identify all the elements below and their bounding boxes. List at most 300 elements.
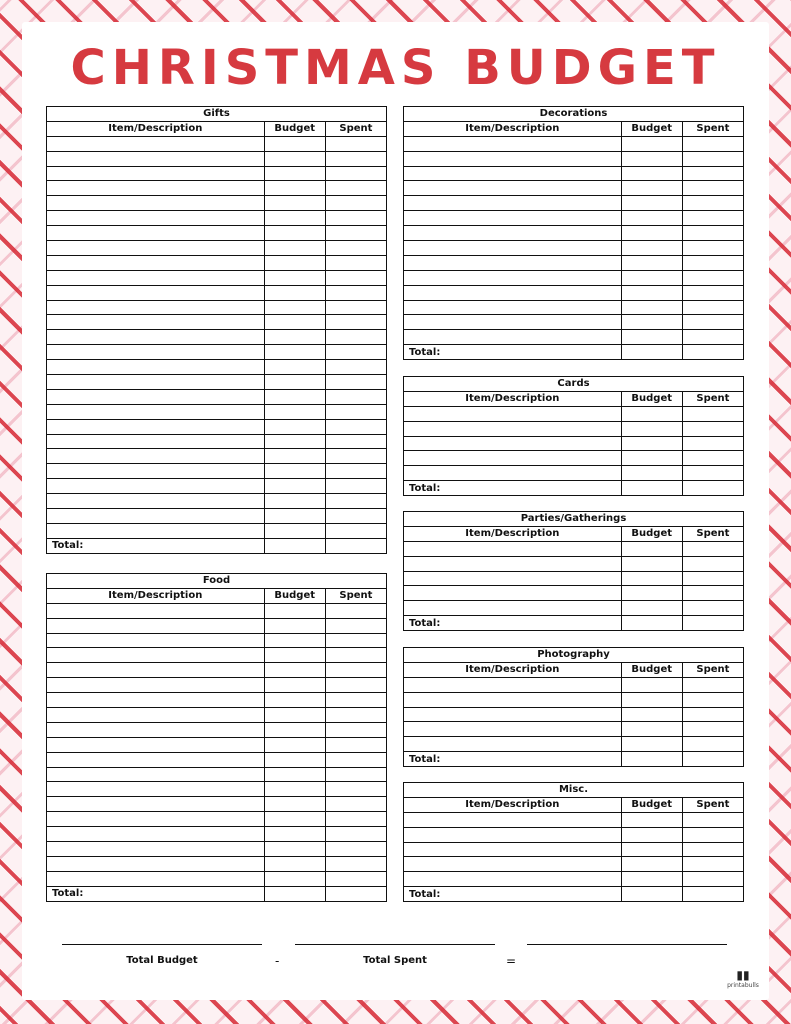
item-cell[interactable] (47, 509, 265, 524)
spent-cell[interactable] (325, 479, 386, 494)
item-cell[interactable] (47, 181, 265, 196)
total-budget-cell[interactable] (621, 481, 682, 496)
budget-cell[interactable] (264, 464, 325, 479)
entry-row (404, 872, 744, 887)
budget-cell[interactable] (264, 300, 325, 315)
item-cell[interactable] (47, 618, 265, 633)
photography-title: Photography (404, 648, 744, 663)
cards-title: Cards (404, 377, 744, 392)
total-budget-cell[interactable] (264, 886, 325, 901)
item-cell[interactable] (404, 737, 622, 752)
item-cell[interactable] (404, 255, 622, 270)
spent-cell[interactable] (682, 330, 743, 345)
budget-cell[interactable] (264, 767, 325, 782)
item-cell[interactable] (404, 136, 622, 151)
budget-cell[interactable] (264, 151, 325, 166)
item-cell[interactable] (404, 315, 622, 330)
spent-cell[interactable] (682, 300, 743, 315)
budget-cell[interactable] (621, 255, 682, 270)
spent-cell[interactable] (682, 436, 743, 451)
budget-cell[interactable] (264, 842, 325, 857)
entry-row (47, 708, 387, 723)
spent-header: Spent (682, 391, 743, 406)
spent-cell[interactable] (682, 406, 743, 421)
entry-row (47, 434, 387, 449)
budget-cell[interactable] (264, 722, 325, 737)
budget-cell[interactable] (621, 842, 682, 857)
budget-cell[interactable] (621, 872, 682, 887)
spent-cell[interactable] (325, 494, 386, 509)
entry-row (47, 464, 387, 479)
item-cell[interactable] (404, 842, 622, 857)
spent-cell[interactable] (325, 181, 386, 196)
item-cell[interactable] (404, 285, 622, 300)
spent-cell[interactable] (682, 857, 743, 872)
budget-cell[interactable] (264, 375, 325, 390)
spent-cell[interactable] (325, 375, 386, 390)
budget-cell[interactable] (264, 226, 325, 241)
budget-cell[interactable] (621, 181, 682, 196)
budget-cell[interactable] (264, 404, 325, 419)
budget-cell[interactable] (264, 782, 325, 797)
budget-cell[interactable] (264, 434, 325, 449)
item-cell[interactable] (404, 466, 622, 481)
entry-row (47, 449, 387, 464)
spent-cell[interactable] (325, 782, 386, 797)
item-cell[interactable] (404, 211, 622, 226)
budget-cell[interactable] (621, 211, 682, 226)
spent-cell[interactable] (682, 226, 743, 241)
spent-cell[interactable] (325, 270, 386, 285)
total-spent-cell[interactable] (682, 481, 743, 496)
item-header: Item/Description (404, 391, 622, 406)
item-cell[interactable] (47, 693, 265, 708)
item-cell[interactable] (47, 300, 265, 315)
spent-cell[interactable] (325, 737, 386, 752)
item-header: Item/Description (404, 662, 622, 677)
total-budget-line[interactable] (62, 944, 262, 945)
spent-cell[interactable] (682, 151, 743, 166)
item-cell[interactable] (47, 389, 265, 404)
budget-cell[interactable] (264, 752, 325, 767)
entry-row (404, 601, 744, 616)
item-cell[interactable] (47, 345, 265, 360)
budget-cell[interactable] (264, 678, 325, 693)
item-cell[interactable] (47, 449, 265, 464)
spent-cell[interactable] (325, 166, 386, 181)
spent-cell[interactable] (682, 285, 743, 300)
spent-cell[interactable] (682, 707, 743, 722)
item-cell[interactable] (47, 360, 265, 375)
budget-cell[interactable] (264, 389, 325, 404)
budget-cell[interactable] (621, 707, 682, 722)
spent-cell[interactable] (325, 812, 386, 827)
spent-cell[interactable] (325, 241, 386, 256)
page-title: CHRISTMAS BUDGET (70, 40, 721, 96)
budget-cell[interactable] (264, 633, 325, 648)
budget-cell[interactable] (264, 812, 325, 827)
budget-cell[interactable] (621, 692, 682, 707)
budget-cell[interactable] (621, 421, 682, 436)
spent-cell[interactable] (325, 330, 386, 345)
photography-table (403, 647, 744, 767)
item-cell[interactable] (404, 436, 622, 451)
spent-cell[interactable] (325, 663, 386, 678)
item-cell[interactable] (404, 241, 622, 256)
spent-cell[interactable] (325, 404, 386, 419)
item-cell[interactable] (47, 678, 265, 693)
spent-cell[interactable] (325, 509, 386, 524)
entry-row (47, 136, 387, 151)
entry-row (47, 797, 387, 812)
item-cell[interactable] (404, 677, 622, 692)
budget-cell[interactable] (264, 827, 325, 842)
budget-cell[interactable] (264, 136, 325, 151)
equals-sign: = (506, 954, 517, 968)
budget-cell[interactable] (621, 556, 682, 571)
item-cell[interactable] (47, 419, 265, 434)
budget-cell[interactable] (264, 181, 325, 196)
item-cell[interactable] (404, 451, 622, 466)
item-cell[interactable] (404, 196, 622, 211)
item-cell[interactable] (47, 871, 265, 886)
total-budget-cell[interactable] (621, 752, 682, 767)
entry-row (404, 436, 744, 451)
item-cell[interactable] (47, 166, 265, 181)
item-cell[interactable] (47, 330, 265, 345)
item-cell[interactable] (404, 300, 622, 315)
item-cell[interactable] (404, 270, 622, 285)
budget-cell[interactable] (264, 663, 325, 678)
total-spent-cell[interactable] (682, 616, 743, 631)
budget-cell[interactable] (264, 693, 325, 708)
entry-row (404, 707, 744, 722)
total-label: Total: (47, 538, 265, 553)
item-cell[interactable] (47, 255, 265, 270)
spent-cell[interactable] (325, 693, 386, 708)
spent-cell[interactable] (682, 196, 743, 211)
entry-row (47, 330, 387, 345)
budget-cell[interactable] (264, 270, 325, 285)
spent-cell[interactable] (682, 586, 743, 601)
spent-cell[interactable] (682, 872, 743, 887)
budget-cell[interactable] (621, 241, 682, 256)
budget-cell[interactable] (264, 360, 325, 375)
entry-row (47, 300, 387, 315)
entry-row (404, 737, 744, 752)
spent-cell[interactable] (325, 797, 386, 812)
budget-cell[interactable] (264, 330, 325, 345)
budget-cell[interactable] (621, 315, 682, 330)
item-cell[interactable] (404, 181, 622, 196)
budget-cell[interactable] (264, 479, 325, 494)
spent-cell[interactable] (325, 389, 386, 404)
item-cell[interactable] (47, 241, 265, 256)
spent-cell[interactable] (682, 722, 743, 737)
spent-cell[interactable] (325, 633, 386, 648)
item-cell[interactable] (404, 857, 622, 872)
budget-cell[interactable] (621, 151, 682, 166)
budget-cell[interactable] (621, 571, 682, 586)
budget-cell[interactable] (621, 406, 682, 421)
item-cell[interactable] (47, 767, 265, 782)
item-cell[interactable] (404, 827, 622, 842)
budget-cell[interactable] (264, 509, 325, 524)
budget-cell[interactable] (621, 226, 682, 241)
spent-cell[interactable] (325, 226, 386, 241)
spent-cell[interactable] (325, 618, 386, 633)
spent-cell[interactable] (325, 827, 386, 842)
spent-cell[interactable] (325, 464, 386, 479)
item-cell[interactable] (404, 707, 622, 722)
item-cell[interactable] (47, 523, 265, 538)
entry-row (404, 857, 744, 872)
item-cell[interactable] (47, 494, 265, 509)
total-spent-cell[interactable] (682, 345, 743, 360)
spent-cell[interactable] (682, 166, 743, 181)
item-cell[interactable] (47, 479, 265, 494)
entry-row (404, 406, 744, 421)
spent-cell[interactable] (325, 871, 386, 886)
budget-cell[interactable] (264, 255, 325, 270)
food-table (46, 573, 387, 902)
spent-cell[interactable] (325, 196, 386, 211)
spent-cell[interactable] (325, 523, 386, 538)
budget-cell[interactable] (621, 722, 682, 737)
entry-row (47, 479, 387, 494)
budget-cell[interactable] (264, 708, 325, 723)
item-cell[interactable] (404, 722, 622, 737)
parties-title: Parties/Gatherings (404, 512, 744, 527)
budget-cell[interactable] (621, 541, 682, 556)
item-cell[interactable] (47, 648, 265, 663)
item-cell[interactable] (47, 633, 265, 648)
budget-cell[interactable] (264, 315, 325, 330)
spent-cell[interactable] (682, 451, 743, 466)
budget-cell[interactable] (621, 677, 682, 692)
spent-cell[interactable] (325, 285, 386, 300)
total-budget-cell[interactable] (264, 538, 325, 553)
spent-cell[interactable] (325, 151, 386, 166)
entry-row (47, 722, 387, 737)
spent-cell[interactable] (682, 827, 743, 842)
budget-cell[interactable] (264, 419, 325, 434)
entry-row (47, 782, 387, 797)
spent-cell[interactable] (682, 601, 743, 616)
item-cell[interactable] (404, 601, 622, 616)
item-cell[interactable] (404, 421, 622, 436)
spent-cell[interactable] (682, 737, 743, 752)
item-cell[interactable] (47, 856, 265, 871)
item-cell[interactable] (47, 782, 265, 797)
item-cell[interactable] (47, 375, 265, 390)
spent-cell[interactable] (325, 315, 386, 330)
entry-row (47, 827, 387, 842)
total-spent-cell[interactable] (325, 538, 386, 553)
item-cell[interactable] (47, 270, 265, 285)
budget-cell[interactable] (264, 618, 325, 633)
spent-cell[interactable] (682, 812, 743, 827)
budget-cell[interactable] (621, 812, 682, 827)
spent-cell[interactable] (325, 434, 386, 449)
item-cell[interactable] (47, 285, 265, 300)
item-cell[interactable] (404, 330, 622, 345)
budget-cell[interactable] (621, 466, 682, 481)
budget-cell[interactable] (264, 494, 325, 509)
spent-cell[interactable] (325, 360, 386, 375)
spent-cell[interactable] (325, 419, 386, 434)
budget-cell[interactable] (621, 827, 682, 842)
spent-cell[interactable] (682, 421, 743, 436)
total-spent-cell[interactable] (325, 886, 386, 901)
total-spent-line[interactable] (295, 944, 495, 945)
parties-table (403, 511, 744, 631)
budget-cell[interactable] (264, 603, 325, 618)
item-cell[interactable] (47, 464, 265, 479)
budget-cell[interactable] (264, 241, 325, 256)
item-cell[interactable] (47, 151, 265, 166)
budget-cell[interactable] (264, 211, 325, 226)
total-spent-cell[interactable] (682, 887, 743, 902)
spent-cell[interactable] (682, 692, 743, 707)
total-budget-cell[interactable] (621, 616, 682, 631)
budget-header: Budget (621, 391, 682, 406)
item-cell[interactable] (47, 136, 265, 151)
spent-cell[interactable] (325, 300, 386, 315)
budget-cell[interactable] (621, 451, 682, 466)
budget-sheet (22, 22, 769, 1000)
spent-cell[interactable] (325, 678, 386, 693)
spent-cell[interactable] (325, 752, 386, 767)
item-cell[interactable] (404, 872, 622, 887)
spent-cell[interactable] (682, 255, 743, 270)
spent-cell[interactable] (325, 255, 386, 270)
item-cell[interactable] (47, 752, 265, 767)
spent-cell[interactable] (682, 270, 743, 285)
spent-cell[interactable] (682, 466, 743, 481)
spent-cell[interactable] (682, 541, 743, 556)
spent-cell[interactable] (325, 767, 386, 782)
budget-cell[interactable] (264, 871, 325, 886)
spent-cell[interactable] (325, 708, 386, 723)
item-cell[interactable] (47, 226, 265, 241)
item-cell[interactable] (404, 541, 622, 556)
entry-row (47, 166, 387, 181)
budget-cell[interactable] (264, 737, 325, 752)
spent-cell[interactable] (682, 211, 743, 226)
spent-cell[interactable] (682, 556, 743, 571)
item-cell[interactable] (47, 842, 265, 857)
item-cell[interactable] (47, 211, 265, 226)
item-cell[interactable] (47, 812, 265, 827)
budget-cell[interactable] (621, 270, 682, 285)
budget-cell[interactable] (621, 285, 682, 300)
item-cell[interactable] (404, 556, 622, 571)
item-cell[interactable] (404, 226, 622, 241)
spent-cell[interactable] (682, 842, 743, 857)
spent-cell[interactable] (325, 603, 386, 618)
gifts-table (46, 106, 387, 554)
spent-cell[interactable] (682, 136, 743, 151)
budget-cell[interactable] (621, 436, 682, 451)
spent-cell[interactable] (325, 648, 386, 663)
budget-cell[interactable] (264, 523, 325, 538)
item-cell[interactable] (47, 434, 265, 449)
spent-cell[interactable] (325, 136, 386, 151)
spent-cell[interactable] (325, 345, 386, 360)
item-cell[interactable] (47, 196, 265, 211)
budget-cell[interactable] (621, 196, 682, 211)
brand-logo (722, 968, 764, 990)
item-cell[interactable] (404, 692, 622, 707)
budget-cell[interactable] (621, 857, 682, 872)
spent-cell[interactable] (325, 842, 386, 857)
budget-cell[interactable] (264, 856, 325, 871)
item-cell[interactable] (47, 315, 265, 330)
budget-cell[interactable] (621, 586, 682, 601)
item-cell[interactable] (47, 603, 265, 618)
entry-row (404, 451, 744, 466)
spent-cell[interactable] (682, 315, 743, 330)
spent-cell[interactable] (682, 571, 743, 586)
item-cell[interactable] (47, 797, 265, 812)
total-spent-cell[interactable] (682, 752, 743, 767)
item-cell[interactable] (404, 571, 622, 586)
spent-cell[interactable] (682, 181, 743, 196)
item-cell[interactable] (404, 586, 622, 601)
spent-header: Spent (682, 662, 743, 677)
item-cell[interactable] (47, 404, 265, 419)
spent-cell[interactable] (682, 677, 743, 692)
item-cell[interactable] (404, 151, 622, 166)
total-budget-cell[interactable] (621, 345, 682, 360)
budget-cell[interactable] (621, 136, 682, 151)
budget-cell[interactable] (264, 166, 325, 181)
decorations-table (403, 106, 744, 360)
item-cell[interactable] (47, 663, 265, 678)
spent-cell[interactable] (325, 856, 386, 871)
budget-cell[interactable] (264, 797, 325, 812)
gifts-title: Gifts (47, 107, 387, 122)
item-cell[interactable] (404, 406, 622, 421)
budget-cell[interactable] (621, 330, 682, 345)
item-cell[interactable] (47, 737, 265, 752)
budget-cell[interactable] (621, 737, 682, 752)
entry-row (47, 151, 387, 166)
remaining-line[interactable] (527, 944, 727, 945)
spent-cell[interactable] (325, 211, 386, 226)
entry-row (404, 241, 744, 256)
item-cell[interactable] (47, 722, 265, 737)
budget-cell[interactable] (264, 285, 325, 300)
budget-cell[interactable] (621, 166, 682, 181)
item-cell[interactable] (47, 708, 265, 723)
total-budget-cell[interactable] (621, 887, 682, 902)
spent-cell[interactable] (325, 722, 386, 737)
spent-cell[interactable] (682, 241, 743, 256)
budget-cell[interactable] (264, 449, 325, 464)
item-cell[interactable] (47, 827, 265, 842)
budget-cell[interactable] (621, 601, 682, 616)
item-header: Item/Description (47, 588, 265, 603)
budget-cell[interactable] (264, 648, 325, 663)
item-cell[interactable] (404, 812, 622, 827)
spent-cell[interactable] (325, 449, 386, 464)
budget-cell[interactable] (264, 345, 325, 360)
item-cell[interactable] (404, 166, 622, 181)
budget-cell[interactable] (621, 300, 682, 315)
budget-cell[interactable] (264, 196, 325, 211)
